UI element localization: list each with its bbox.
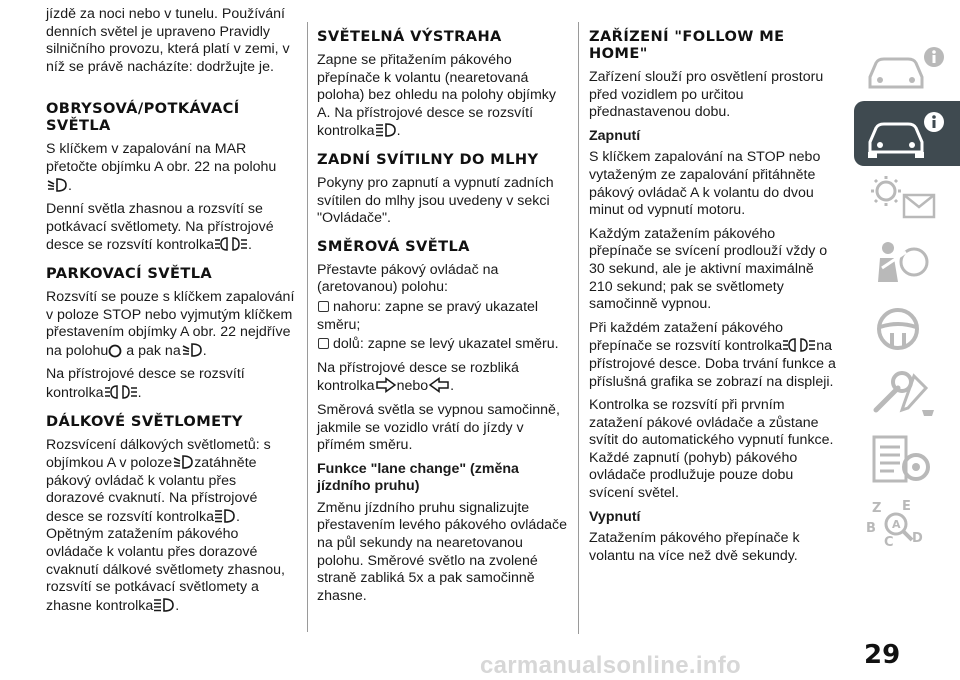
paragraph: Při každém zatažení pákového přepínače se rozsvítí kontrolka na přístrojové desce. Doba trvání funkce a příslušná grafika se zobrazí na displeji. [589, 319, 836, 390]
watermark: carmanualsonline.info [480, 652, 742, 679]
paragraph: Zatažením pákového přepínače k volantu na více než dvě sekundy. [589, 530, 800, 564]
high-beam-icon [153, 597, 175, 613]
paragraph: Zařízení slouží pro osvětlení prostoru před vozidlem po určitou přednastavenou dobu. [589, 69, 824, 121]
svg-text:A: A [892, 518, 901, 531]
section-heading: SMĚROVÁ SVĚTLA [317, 237, 470, 255]
chapter-tabs [854, 36, 960, 556]
section-heading: ZADNÍ SVÍTILNY DO MLHY [317, 150, 539, 168]
safety-airbag-icon [862, 238, 952, 290]
car-info-icon [862, 43, 952, 95]
section-heading: DÁLKOVÉ SVĚTLOMETY [46, 412, 243, 430]
section-heading: SVĚTELNÁ VÝSTRAHA [317, 28, 502, 45]
parking-light-icon [782, 337, 816, 353]
tab-safety[interactable] [854, 231, 960, 296]
tab-steering[interactable] [854, 296, 960, 361]
subsection-heading: Vypnutí [589, 508, 641, 525]
index-letters-icon [862, 498, 952, 554]
steering-wheel-icon [862, 303, 952, 355]
turn-left-arrow-icon [428, 377, 450, 393]
paragraph: Rozsvítí se pouze s klíčkem zapalování v poloze STOP nebo vyjmutým klíčkem přestavením objímky A obr. 22 nejdříve na polohu a pak na . [46, 288, 295, 359]
subsection-heading: Funkce "lane change" (změna jízdního pruhu) [317, 460, 519, 495]
bullet-square-icon [318, 338, 329, 349]
tools-service-icon [862, 368, 952, 420]
bullet-square-icon [318, 301, 329, 312]
specifications-icon [862, 433, 952, 485]
high-beam-icon [214, 508, 236, 524]
paragraph: S klíčkem v zapalování na MAR přetočte objímku A obr. 22 na polohu . [46, 141, 277, 194]
lights-warning-icon [862, 173, 952, 225]
svg-text:E: E [902, 499, 911, 514]
paragraph: Denní světla zhasnou a rozsvítí se potkávací světlomety. Na přístrojové desce se rozsvítí kontrolka . [46, 201, 274, 254]
column-divider [578, 22, 579, 634]
knob-position-icon [108, 344, 122, 358]
paragraph: S klíčkem zapalování na STOP nebo vytaženým ze zapalování přitáhněte pákový ovládač A k volantu do dvou minut od vypnutí motoru. [589, 149, 821, 219]
tab-lights-warning[interactable] [854, 166, 960, 231]
tab-tools[interactable] [854, 361, 960, 426]
turn-right-arrow-icon [375, 377, 397, 393]
paragraph: Přestavte pákový ovládač na (aretovanou) polohu: [317, 261, 499, 296]
paragraph: Rozsvícení dálkových světlometů: s objímkou A v poloze zatáhněte pákový ovládač k volantu přes dorazové cvaknutí. Na přístrojové desce se rozsvítí kontrolka . Opětným zatažením pákového ovládače k volantu přes dorazové cvaknutí dálkové světlomety zhasnou, rozsvítí se potkávací světlomety a zhasne kontrolka . [46, 436, 285, 614]
tab-car-info[interactable] [854, 36, 960, 101]
low-beam-icon [46, 177, 68, 193]
paragraph: Změnu jízdního pruhu signalizujte přestavením levého pákového ovládače na půl sekundy na nearetovanou polohu. Směrové světlo na zvolené straně zabliká 5x a pak samočinně zhasne. [317, 499, 568, 604]
car-info-active-icon [862, 108, 952, 160]
paragraph: Směrová světla se vypnou samočinně, jakmile se vozidlo vrátí do jízdy v přímém směru. [317, 401, 560, 454]
list-item: nahoru: zapne se pravý ukazatel směru; [317, 298, 539, 333]
list-item: dolů: zapne se levý ukazatel směru. [317, 336, 569, 354]
parking-light-icon [214, 236, 248, 252]
paragraph: Kontrolka se rozsvítí při prvním zatažení pákové ovládače a zůstane svítit do automatického vypnutí funkce. Každé zapnutí (pohyb) pákového ovládače prodlužuje pouze dobu svícení světel. [589, 397, 834, 502]
tab-index[interactable] [854, 491, 960, 556]
section-heading: OBRYSOVÁ/POTKÁVACÍ SVĚTLA [46, 100, 240, 135]
paragraph: Zapne se přitažením pákového přepínače k volantu (nearetovaná poloha) bez ohledu na polohy objímky A. Na přístrojové desce se rozsvítí kontrolka . [317, 52, 556, 140]
section-heading: PARKOVACÍ SVĚTLA [46, 264, 213, 282]
parking-light-icon [104, 384, 138, 400]
subsection-heading: Zapnutí [589, 127, 641, 144]
paragraph: Pokyny pro zapnutí a vypnutí zadních svítilen do mlhy jsou uvedeny v sekci "Ovládače". [317, 174, 554, 227]
low-beam-icon [181, 342, 203, 358]
svg-text:B: B [866, 521, 876, 536]
text-column-3 [589, 6, 841, 571]
paragraph: Na přístrojové desce se rozbliká kontrolka nebo . [317, 359, 519, 395]
paragraph: Každým zatažením pákového přepínače se svícení prodlouží vždy o 30 sekund, ale je aktivní maximálně 210 sekund; pak se světlomety samočinně vypnou. [589, 225, 828, 313]
text-column-2 [317, 6, 569, 611]
page-number: 29 [864, 640, 901, 670]
section-heading: ZAŘÍZENÍ "FOLLOW ME HOME" [589, 28, 785, 62]
svg-text:Z: Z [872, 501, 882, 516]
paragraph: Na přístrojové desce se rozsvítí kontrolka . [46, 366, 245, 401]
paragraph: jízdě za noci nebo v tunelu. Používání denních světel je upraveno Pravidly silničního provozu, která platí v zemi, v níž se právě nacházíte: dodržujte je. [46, 6, 290, 75]
low-beam-icon [172, 454, 194, 470]
svg-text:C: C [884, 535, 894, 550]
high-beam-icon [375, 122, 397, 138]
svg-text:D: D [912, 531, 923, 546]
tab-specifications[interactable] [854, 426, 960, 491]
tab-car-info-active[interactable] [854, 101, 960, 166]
column-divider [307, 22, 308, 632]
text-column-1 [46, 6, 298, 621]
